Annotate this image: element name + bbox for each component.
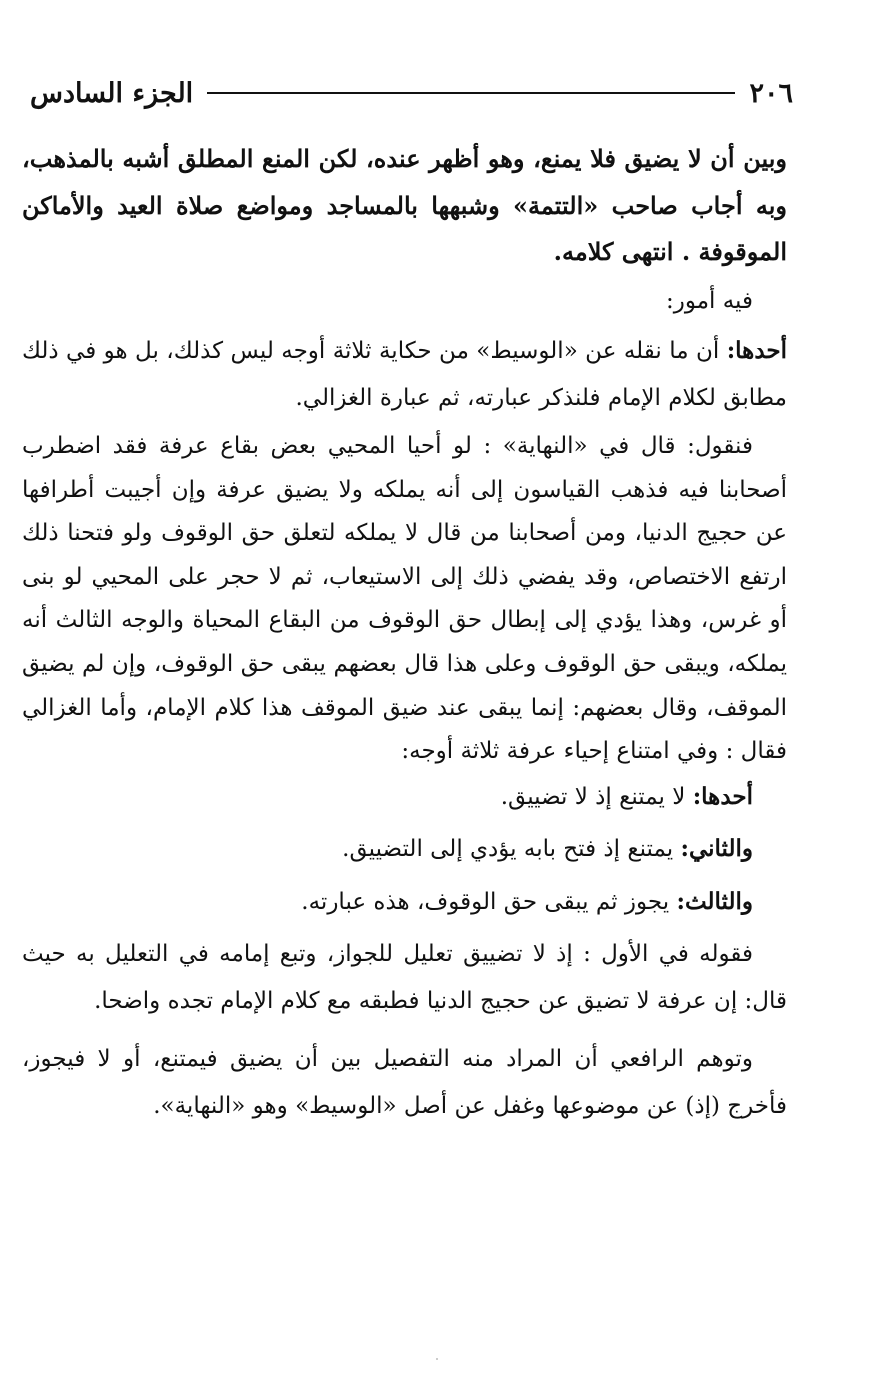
paragraph-lead-label: أحدها: xyxy=(726,337,787,364)
paragraph-option-two xyxy=(22,826,787,873)
paragraph-quotation: فنقول: قال في «النهاية» : لو أحيا المحيي بعض بقاع عرفة فقد اضطرب أصحابنا فيه فذهب القياسون إلى أنه يملكه ولا يضيق عرفة وإن أجيبت أطرافها عن حجيج الدنيا، ومن أصحابنا من قال لا يملكه لتعلق حق الوقوف ولو فتحنا ذلك ارتفع الاختصاص، وقد يفضي ذلك إلى الاستيعاب، ثم لا حجر على المحيي لو بنى أو غرس، وهذا يؤدي إلى إبطال حق الوقوف من البقاع المحياة والوجه الثالث أنه يملكه، ويبقى حق الوقوف وعلى هذا قال بعضهم يبقى حق الوقوف، وإن لم يضيق الموقف، وقال بعضهم: إنما يبقى عند ضيق الموقف هذا كلام الإمام، وأما الغزالي فقال : وفي امتناع إحياء عرفة ثلاثة أوجه: xyxy=(22,433,787,765)
paragraph-first-point xyxy=(22,328,787,421)
page-header xyxy=(30,76,793,110)
paragraph-lead-label: أحدها: xyxy=(692,782,753,810)
running-title: الجزء السادس xyxy=(30,77,194,109)
paragraph-option-one xyxy=(22,774,787,821)
paragraph-intro: فيه أمور: xyxy=(665,287,753,314)
paragraph-continuation: وبين أن لا يضيق فلا يمنع، وهو أظهر عنده، لكن المنع المطلق أشبه بالمذهب، وبه أجاب صاحب «التتمة» وشبهها بالمساجد ومواضع صلاة العيد والأماكن الموقوفة . انتهى كلامه. xyxy=(22,144,787,266)
paragraph-text: أن ما نقله عن «الوسيط» من حكاية ثلاثة أوجه ليس كذلك، بل هو في ذلك مطابق لكلام الإمام فلنذكر عبارته، ثم عبارة الغزالي. xyxy=(22,338,787,411)
page-number: ٢٠٦ xyxy=(749,77,793,109)
paragraph-lead-label: والثاني: xyxy=(680,835,753,863)
paragraph-text: يمتنع إذ فتح بابه يؤدي إلى التضييق. xyxy=(342,836,681,863)
page-mark xyxy=(436,1358,438,1360)
header-rule xyxy=(207,92,735,94)
paragraph-text: لا يمتنع إذ لا تضييق. xyxy=(500,783,693,810)
paragraph-commentary: فقوله في الأول : إذ لا تضييق تعليل للجواز، وتبع إمامه في التعليل به حيث قال: إن عرفة لا تضيق عن حجيج الدنيا فطبقه مع كلام الإمام تجده واضحا. xyxy=(22,941,787,1014)
paragraph-rafii: وتوهم الرافعي أن المراد منه التفصيل بين أن يضيق فيمتنع، أو لا فيجوز، فأخرج (إذ) عن موضوعها وغفل عن أصل «الوسيط» وهو «النهاية». xyxy=(22,1046,787,1119)
paragraph-text: يجوز ثم يبقى حق الوقوف، هذه عبارته. xyxy=(301,888,677,915)
paragraph-option-three xyxy=(22,879,787,926)
page-body xyxy=(22,136,787,1129)
paragraph-lead-label: والثالث: xyxy=(676,887,753,915)
